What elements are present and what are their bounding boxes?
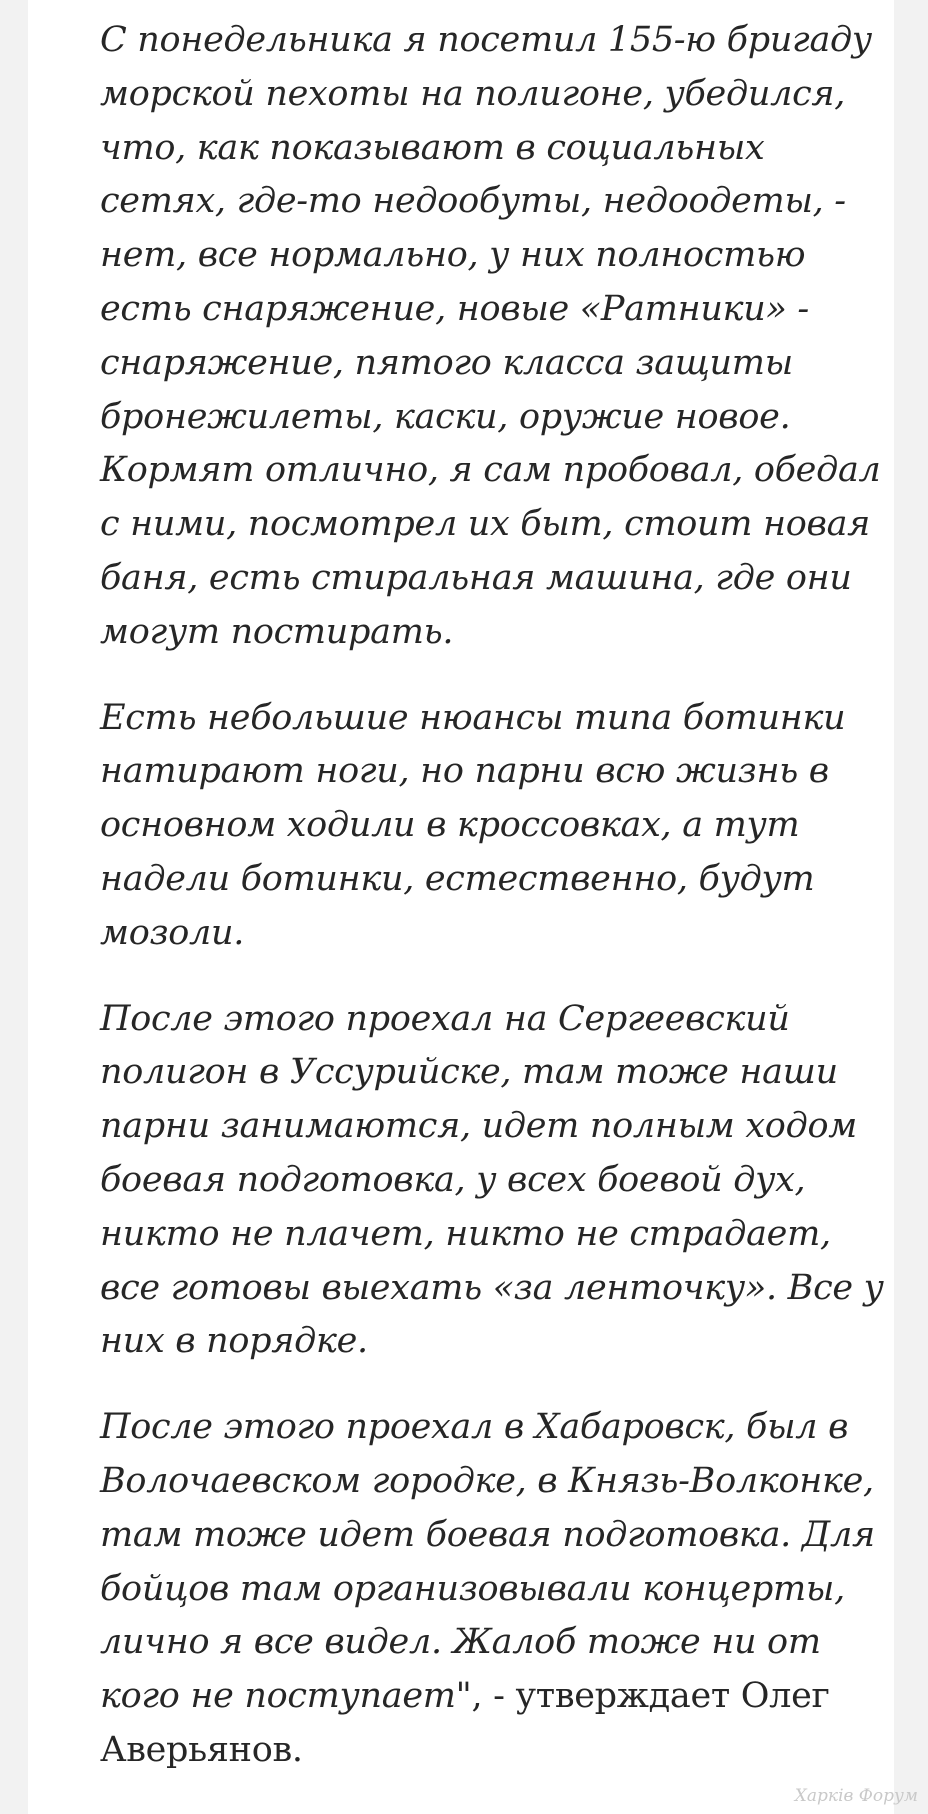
paragraph-2-quote: Есть небольшие нюансы типа ботинки натирают ноги, но парни всю жизнь в основном ходили в кроссовках, а тут надели ботинки, естественно, будут мозоли. — [100, 697, 846, 953]
article-body — [100, 14, 890, 1810]
paragraph-1 — [100, 14, 890, 660]
paragraph-1-quote: С понедельника я посетил 155-ю бригаду морской пехоты на полигоне, убедился, что, как показывают в социальных сетях, где-то недообуты, недоодеты, - нет, все нормально, у них полностью есть снаряжение, новые «Ратники» - снаряжение, пятого класса защиты бронежилеты, каски, оружие новое. Кормят отлично, я сам пробовал, обедал с ними, посмотрел их быт, стоит новая баня, есть стиральная машина, где они могут постирать. — [100, 20, 881, 652]
paragraph-4 — [100, 1401, 890, 1778]
paragraph-4-text: ", - утверждает Олег Аверьянов. — [100, 1676, 830, 1770]
paragraph-2 — [100, 692, 890, 961]
forum-watermark: Харків Форум — [794, 1786, 918, 1806]
paragraph-3 — [100, 993, 890, 1370]
article-page — [28, 0, 894, 1814]
paragraph-3-quote: После этого проехал на Сергеевский полигон в Уссурийске, там тоже наши парни занимаются, идет полным ходом боевая подготовка, у всех боевой дух, никто не плачет, никто не страдает, все готовы выехать «за ленточку». Все у них в порядке. — [100, 998, 884, 1362]
paragraph-4-quote: После этого проехал в Хабаровск, был в Волочаевском городке, в Князь-Волконке, там тоже идет боевая подготовка. Для бойцов там организовывали концерты, лично я все видел. Жалоб тоже ни от кого не поступает — [100, 1407, 875, 1717]
